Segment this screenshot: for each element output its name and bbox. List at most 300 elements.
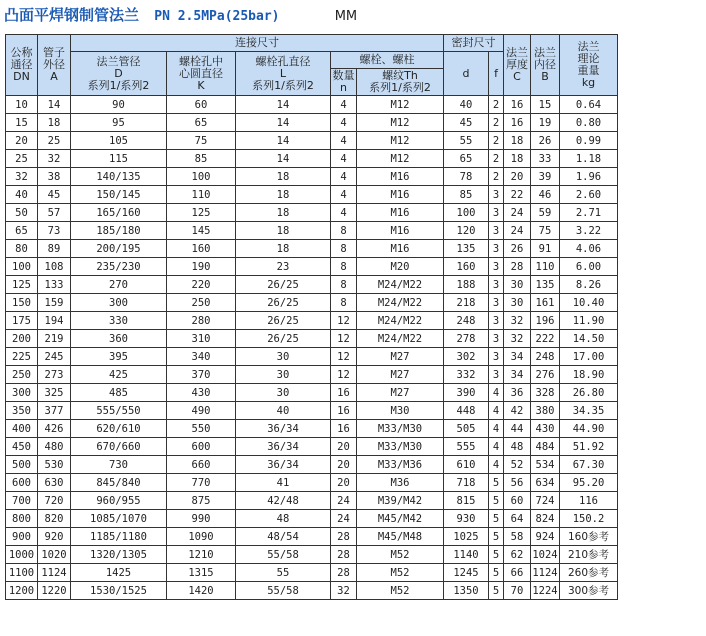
cell-c: 16: [504, 96, 531, 114]
header-a: 管子 外径 A: [38, 35, 71, 96]
cell-kg: 2.71: [560, 204, 618, 222]
cell-kg: 0.80: [560, 114, 618, 132]
cell-n: 12: [331, 330, 357, 348]
cell-a: 45: [38, 186, 71, 204]
cell-dn: 150: [6, 294, 38, 312]
cell-d: 610: [444, 456, 489, 474]
cell-l: 40: [236, 402, 331, 420]
cell-d: 45: [444, 114, 489, 132]
cell-b: 33: [531, 150, 560, 168]
cell-n: 12: [331, 348, 357, 366]
cell-dn: 100: [6, 258, 38, 276]
table-row: [6, 546, 618, 564]
cell-a: 426: [38, 420, 71, 438]
cell-th: M33/M30: [357, 420, 444, 438]
cell-l: 14: [236, 96, 331, 114]
cell-b: 75: [531, 222, 560, 240]
cell-k: 220: [167, 276, 236, 294]
cell-c: 62: [504, 546, 531, 564]
cell-l: 36/34: [236, 438, 331, 456]
cell-kg: 34.35: [560, 402, 618, 420]
cell-dn: 700: [6, 492, 38, 510]
table-row: [6, 222, 618, 240]
cell-kg: 11.90: [560, 312, 618, 330]
cell-dn: 250: [6, 366, 38, 384]
cell-f: 3: [489, 312, 504, 330]
cell-f: 3: [489, 330, 504, 348]
cell-d-outer: 1085/1070: [71, 510, 167, 528]
cell-kg: 51.92: [560, 438, 618, 456]
cell-b: 26: [531, 132, 560, 150]
cell-n: 8: [331, 276, 357, 294]
table-row: [6, 474, 618, 492]
cell-d: 218: [444, 294, 489, 312]
cell-a: 73: [38, 222, 71, 240]
cell-n: 32: [331, 582, 357, 600]
cell-c: 16: [504, 114, 531, 132]
cell-b: 634: [531, 474, 560, 492]
cell-f: 5: [489, 474, 504, 492]
cell-l: 26/25: [236, 276, 331, 294]
cell-b: 248: [531, 348, 560, 366]
cell-l: 41: [236, 474, 331, 492]
table-row: [6, 294, 618, 312]
table-row: [6, 96, 618, 114]
cell-a: 14: [38, 96, 71, 114]
cell-kg: 18.90: [560, 366, 618, 384]
cell-f: 3: [489, 240, 504, 258]
cell-a: 38: [38, 168, 71, 186]
cell-d: 332: [444, 366, 489, 384]
header-n: 数量 n: [332, 69, 355, 94]
cell-a: 920: [38, 528, 71, 546]
cell-dn: 1000: [6, 546, 38, 564]
cell-b: 91: [531, 240, 560, 258]
cell-d-outer: 1320/1305: [71, 546, 167, 564]
cell-dn: 1200: [6, 582, 38, 600]
cell-a: 32: [38, 150, 71, 168]
cell-c: 18: [504, 150, 531, 168]
cell-k: 990: [167, 510, 236, 528]
cell-b: 328: [531, 384, 560, 402]
cell-k: 340: [167, 348, 236, 366]
cell-k: 100: [167, 168, 236, 186]
cell-n: 12: [331, 312, 357, 330]
cell-n: 4: [331, 132, 357, 150]
cell-d-outer: 425: [71, 366, 167, 384]
cell-th: M24/M22: [357, 276, 444, 294]
table-row: [6, 186, 618, 204]
cell-th: M16: [357, 186, 444, 204]
cell-l: 18: [236, 222, 331, 240]
cell-n: 16: [331, 384, 357, 402]
cell-k: 110: [167, 186, 236, 204]
header-bolt-group: 螺栓、螺柱: [331, 52, 444, 69]
cell-th: M16: [357, 168, 444, 186]
cell-d: 390: [444, 384, 489, 402]
cell-d: 55: [444, 132, 489, 150]
cell-f: 3: [489, 204, 504, 222]
header-c: 法兰 厚度 C: [504, 35, 531, 96]
table-row: [6, 402, 618, 420]
cell-d-outer: 165/160: [71, 204, 167, 222]
cell-f: 4: [489, 438, 504, 456]
cell-th: M24/M22: [357, 330, 444, 348]
cell-k: 310: [167, 330, 236, 348]
table-row: [6, 276, 618, 294]
cell-b: 39: [531, 168, 560, 186]
cell-kg: 0.64: [560, 96, 618, 114]
title-unit: MM: [334, 9, 358, 24]
cell-c: 24: [504, 222, 531, 240]
cell-d-outer: 555/550: [71, 402, 167, 420]
cell-l: 30: [236, 366, 331, 384]
header-b: 法兰 内径 B: [531, 35, 560, 96]
cell-d: 188: [444, 276, 489, 294]
cell-c: 32: [504, 312, 531, 330]
cell-f: 4: [489, 420, 504, 438]
cell-a: 377: [38, 402, 71, 420]
title-main: 凸面平焊钢制管法兰: [4, 6, 140, 24]
cell-l: 55/58: [236, 582, 331, 600]
cell-f: 4: [489, 402, 504, 420]
cell-kg: 300参考: [560, 582, 618, 600]
cell-dn: 200: [6, 330, 38, 348]
cell-c: 30: [504, 276, 531, 294]
header-dn: 公称 通径 DN: [6, 35, 38, 96]
cell-b: 276: [531, 366, 560, 384]
cell-kg: 150.2: [560, 510, 618, 528]
cell-f: 3: [489, 222, 504, 240]
cell-th: M27: [357, 366, 444, 384]
cell-c: 66: [504, 564, 531, 582]
cell-l: 26/25: [236, 330, 331, 348]
cell-kg: 8.26: [560, 276, 618, 294]
cell-d-outer: 1425: [71, 564, 167, 582]
cell-a: 108: [38, 258, 71, 276]
table-row: [6, 132, 618, 150]
cell-kg: 2.60: [560, 186, 618, 204]
cell-f: 3: [489, 276, 504, 294]
cell-d: 100: [444, 204, 489, 222]
table-body: [6, 96, 618, 600]
cell-k: 250: [167, 294, 236, 312]
cell-n: 24: [331, 510, 357, 528]
cell-n: 4: [331, 96, 357, 114]
cell-a: 245: [38, 348, 71, 366]
cell-f: 3: [489, 294, 504, 312]
page-title: [4, 4, 357, 26]
cell-k: 190: [167, 258, 236, 276]
cell-dn: 175: [6, 312, 38, 330]
cell-n: 4: [331, 168, 357, 186]
cell-d-outer: 105: [71, 132, 167, 150]
cell-f: 5: [489, 564, 504, 582]
cell-k: 145: [167, 222, 236, 240]
cell-b: 135: [531, 276, 560, 294]
cell-kg: 0.99: [560, 132, 618, 150]
header-seal-group: 密封尺寸: [444, 35, 504, 52]
cell-dn: 800: [6, 510, 38, 528]
cell-k: 160: [167, 240, 236, 258]
cell-k: 875: [167, 492, 236, 510]
cell-a: 1020: [38, 546, 71, 564]
cell-f: 5: [489, 528, 504, 546]
cell-a: 630: [38, 474, 71, 492]
cell-dn: 1100: [6, 564, 38, 582]
cell-b: 110: [531, 258, 560, 276]
cell-c: 34: [504, 366, 531, 384]
table-row: [6, 492, 618, 510]
cell-n: 28: [331, 546, 357, 564]
cell-d: 85: [444, 186, 489, 204]
cell-b: 430: [531, 420, 560, 438]
cell-th: M20: [357, 258, 444, 276]
cell-a: 18: [38, 114, 71, 132]
cell-c: 28: [504, 258, 531, 276]
cell-n: 8: [331, 240, 357, 258]
cell-b: 924: [531, 528, 560, 546]
cell-d-outer: 1185/1180: [71, 528, 167, 546]
cell-l: 36/34: [236, 420, 331, 438]
cell-d-outer: 485: [71, 384, 167, 402]
table-row: [6, 528, 618, 546]
cell-kg: 210参考: [560, 546, 618, 564]
cell-c: 34: [504, 348, 531, 366]
cell-d: 555: [444, 438, 489, 456]
cell-th: M27: [357, 384, 444, 402]
table-row: [6, 348, 618, 366]
cell-th: M33/M36: [357, 456, 444, 474]
cell-dn: 225: [6, 348, 38, 366]
cell-f: 2: [489, 114, 504, 132]
cell-n: 12: [331, 366, 357, 384]
cell-dn: 50: [6, 204, 38, 222]
cell-dn: 32: [6, 168, 38, 186]
cell-c: 32: [504, 330, 531, 348]
cell-th: M52: [357, 564, 444, 582]
cell-c: 58: [504, 528, 531, 546]
table-row: [6, 150, 618, 168]
cell-n: 20: [331, 474, 357, 492]
cell-kg: 1.18: [560, 150, 618, 168]
cell-a: 194: [38, 312, 71, 330]
cell-k: 85: [167, 150, 236, 168]
cell-l: 36/34: [236, 456, 331, 474]
cell-k: 60: [167, 96, 236, 114]
cell-d: 505: [444, 420, 489, 438]
cell-a: 480: [38, 438, 71, 456]
cell-k: 1315: [167, 564, 236, 582]
cell-k: 65: [167, 114, 236, 132]
cell-kg: 6.00: [560, 258, 618, 276]
cell-n: 16: [331, 420, 357, 438]
cell-d-outer: 200/195: [71, 240, 167, 258]
table-row: [6, 456, 618, 474]
cell-d: 1245: [444, 564, 489, 582]
cell-dn: 15: [6, 114, 38, 132]
cell-d: 248: [444, 312, 489, 330]
cell-b: 1024: [531, 546, 560, 564]
cell-l: 18: [236, 186, 331, 204]
table-row: [6, 582, 618, 600]
cell-f: 5: [489, 510, 504, 528]
cell-a: 159: [38, 294, 71, 312]
header-k: 螺栓孔中 心圆直径 K: [167, 52, 236, 96]
cell-c: 52: [504, 456, 531, 474]
table-row: [6, 330, 618, 348]
cell-l: 30: [236, 384, 331, 402]
cell-d-outer: 115: [71, 150, 167, 168]
cell-b: 15: [531, 96, 560, 114]
cell-l: 18: [236, 240, 331, 258]
cell-f: 5: [489, 582, 504, 600]
cell-f: 4: [489, 456, 504, 474]
table-row: [6, 384, 618, 402]
cell-b: 161: [531, 294, 560, 312]
cell-a: 720: [38, 492, 71, 510]
cell-dn: 25: [6, 150, 38, 168]
cell-d-outer: 235/230: [71, 258, 167, 276]
cell-c: 36: [504, 384, 531, 402]
cell-dn: 300: [6, 384, 38, 402]
cell-l: 18: [236, 168, 331, 186]
cell-a: 57: [38, 204, 71, 222]
table-row: [6, 312, 618, 330]
table-row: [6, 168, 618, 186]
cell-d-outer: 730: [71, 456, 167, 474]
cell-k: 770: [167, 474, 236, 492]
cell-kg: 17.00: [560, 348, 618, 366]
cell-dn: 400: [6, 420, 38, 438]
cell-a: 1124: [38, 564, 71, 582]
cell-dn: 125: [6, 276, 38, 294]
cell-b: 724: [531, 492, 560, 510]
cell-d-outer: 300: [71, 294, 167, 312]
cell-kg: 260参考: [560, 564, 618, 582]
cell-f: 3: [489, 186, 504, 204]
cell-dn: 80: [6, 240, 38, 258]
cell-th: M52: [357, 546, 444, 564]
cell-d-outer: 960/955: [71, 492, 167, 510]
cell-a: 530: [38, 456, 71, 474]
cell-c: 22: [504, 186, 531, 204]
cell-d: 302: [444, 348, 489, 366]
cell-th: M12: [357, 132, 444, 150]
cell-th: M12: [357, 114, 444, 132]
table-row: [6, 510, 618, 528]
cell-n: 16: [331, 402, 357, 420]
cell-k: 75: [167, 132, 236, 150]
cell-n: 20: [331, 456, 357, 474]
cell-a: 820: [38, 510, 71, 528]
cell-th: M16: [357, 222, 444, 240]
cell-d-outer: 185/180: [71, 222, 167, 240]
cell-n: 20: [331, 438, 357, 456]
cell-n: 4: [331, 186, 357, 204]
cell-d-outer: 95: [71, 114, 167, 132]
cell-d: 930: [444, 510, 489, 528]
cell-dn: 20: [6, 132, 38, 150]
cell-c: 30: [504, 294, 531, 312]
cell-b: 1124: [531, 564, 560, 582]
cell-n: 28: [331, 564, 357, 582]
cell-b: 59: [531, 204, 560, 222]
cell-c: 42: [504, 402, 531, 420]
cell-l: 14: [236, 132, 331, 150]
cell-th: M24/M22: [357, 312, 444, 330]
cell-th: M27: [357, 348, 444, 366]
title-pressure: PN 2.5MPa(25bar): [154, 9, 280, 24]
cell-kg: 26.80: [560, 384, 618, 402]
header-connection-group: 连接尺寸: [71, 35, 444, 52]
cell-b: 824: [531, 510, 560, 528]
cell-th: M16: [357, 204, 444, 222]
cell-l: 42/48: [236, 492, 331, 510]
cell-d: 135: [444, 240, 489, 258]
cell-a: 325: [38, 384, 71, 402]
header-f: f: [489, 52, 504, 96]
cell-dn: 40: [6, 186, 38, 204]
cell-k: 1420: [167, 582, 236, 600]
header-d-outer: 法兰管径 D 系列1/系列2: [71, 52, 167, 96]
cell-f: 2: [489, 132, 504, 150]
cell-b: 46: [531, 186, 560, 204]
cell-f: 2: [489, 150, 504, 168]
cell-d: 815: [444, 492, 489, 510]
cell-l: 14: [236, 114, 331, 132]
cell-l: 48: [236, 510, 331, 528]
cell-d: 40: [444, 96, 489, 114]
cell-k: 280: [167, 312, 236, 330]
table-row: [6, 114, 618, 132]
cell-th: M45/M42: [357, 510, 444, 528]
cell-th: M24/M22: [357, 294, 444, 312]
cell-d: 278: [444, 330, 489, 348]
cell-kg: 1.96: [560, 168, 618, 186]
cell-b: 1224: [531, 582, 560, 600]
cell-c: 70: [504, 582, 531, 600]
cell-l: 55/58: [236, 546, 331, 564]
cell-n: 24: [331, 492, 357, 510]
cell-b: 222: [531, 330, 560, 348]
cell-b: 534: [531, 456, 560, 474]
cell-dn: 900: [6, 528, 38, 546]
table-row: [6, 258, 618, 276]
cell-k: 1090: [167, 528, 236, 546]
cell-d-outer: 150/145: [71, 186, 167, 204]
cell-th: M33/M30: [357, 438, 444, 456]
cell-a: 219: [38, 330, 71, 348]
header-th: 螺纹Th 系列1/系列2: [357, 69, 444, 96]
cell-a: 133: [38, 276, 71, 294]
cell-c: 44: [504, 420, 531, 438]
table-row: [6, 564, 618, 582]
cell-k: 1210: [167, 546, 236, 564]
cell-c: 60: [504, 492, 531, 510]
cell-c: 56: [504, 474, 531, 492]
cell-d-outer: 360: [71, 330, 167, 348]
cell-dn: 600: [6, 474, 38, 492]
cell-n: 8: [331, 222, 357, 240]
cell-th: M45/M48: [357, 528, 444, 546]
cell-d: 1140: [444, 546, 489, 564]
cell-b: 196: [531, 312, 560, 330]
cell-l: 48/54: [236, 528, 331, 546]
table-row: [6, 438, 618, 456]
cell-kg: 95.20: [560, 474, 618, 492]
cell-th: M16: [357, 240, 444, 258]
